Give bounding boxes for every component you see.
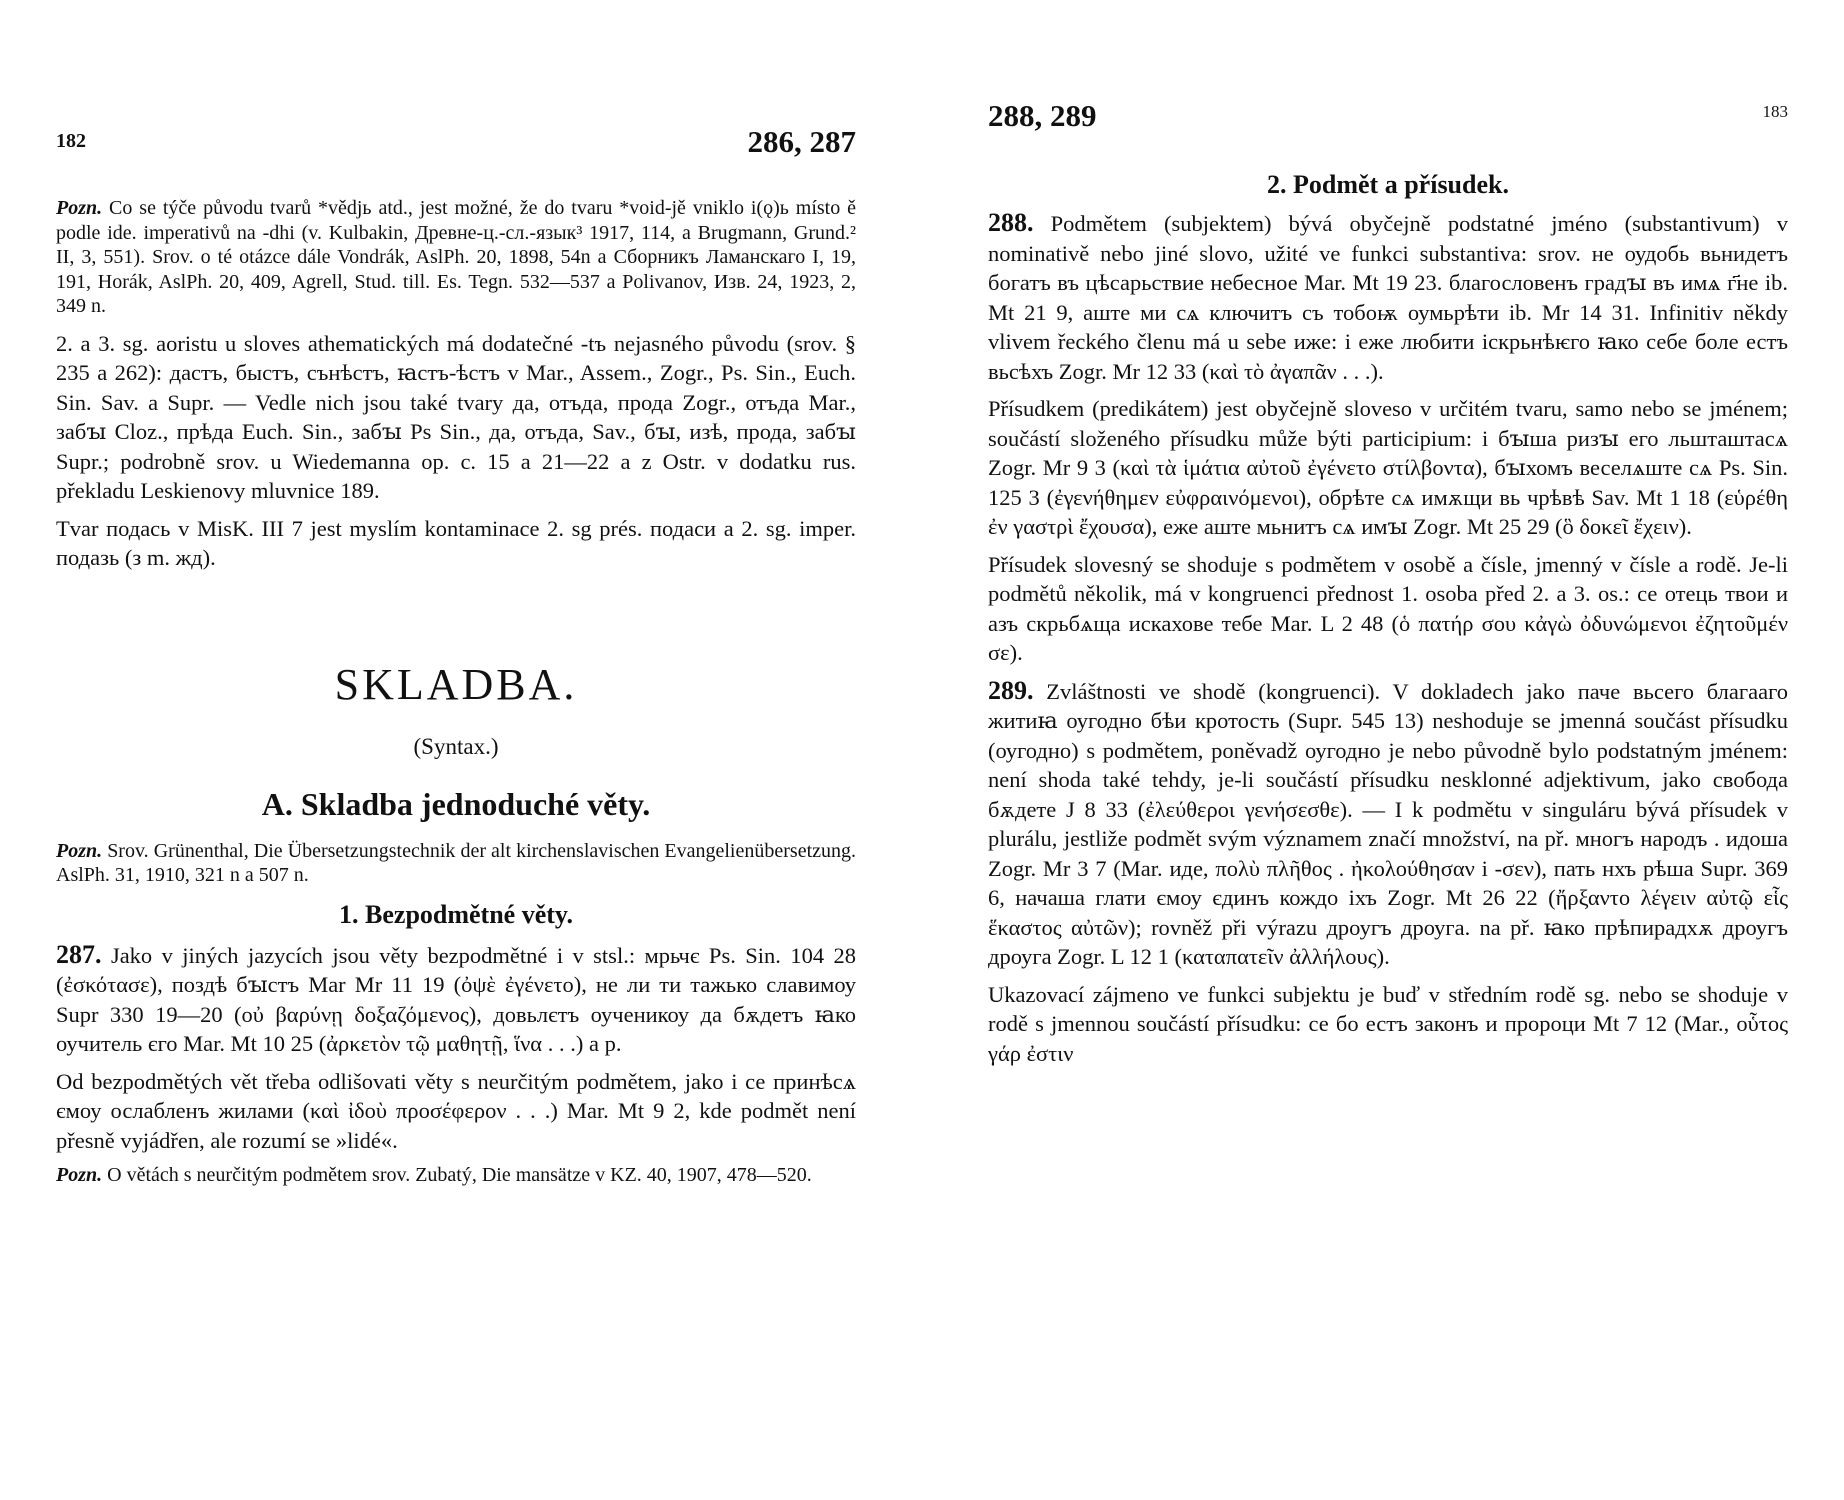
paragraph-aorist: 2. a 3. sg. aoristu u sloves athematických má dodatečné -tъ nejasného původu (srov. § 235 a 262): дастъ, быстъ, сънѣстъ, ꙗстъ-ѣстъ v Mar., Assem., Zogr., Ps. Sin., Euch. Sin. Sav. a Supr. — Vedle nich jsou také tvary да, отъда, прода Zogr., отъда Mar., забꙑ Cloz., прѣда Euch. Sin., забꙑ Ps Sin., да, отъда, Sav., бꙑ, изѣ, прода, забꙑ Supr.; podrobně srov. u Wiedemanna op. c. 15 a 21—22 a z Ostr. v dodatku rus. překladu Leskienovy mluvnice 189. — [56, 330, 856, 503]
left-page-number: 182 — [56, 130, 86, 152]
note-label: Pozn. — [56, 839, 103, 862]
note-imperative-origin — [56, 196, 856, 319]
paragraph-288 — [988, 208, 1788, 386]
note-label: Pozn. — [56, 1164, 103, 1186]
left-page-body — [56, 196, 856, 1198]
part-title: SKLADBA. — [334, 659, 578, 709]
note-label: Pozn. — [56, 197, 103, 219]
subsection-title-subjectless: 1. Bezpodmětné věty. — [339, 899, 573, 929]
paragraph-predicate: Přísudkem (predikátem) jest obyčejně sloveso v určitém tvaru, samo nebo se jménem; součástí složeného přísudku může býti participium: і бꙑша ризꙑ его льшташтасѧ Zogr. Mr 9 3 (καὶ τὰ ἱμάτια αὐτοῦ ἐγένετο στίλβοντα), бꙑхомъ веселѧште сѧ Ps. Sin. 125 3 (ἐγενήθημεν εὐφραινόμενοι), обрѣте сѧ имѫщи вь чрѣвѣ Sav. Mt 1 18 (εὑρέθη ἐν γαστρὶ ἔχουσα), еже аште мьнитъ сѧ имꙑ Zogr. Mt 25 29 (ὃ δοκεῖ ἔχειν). — [988, 396, 1788, 539]
paragraph-289 — [988, 676, 1788, 972]
right-page-body — [988, 170, 1788, 1076]
section-number: 289. — [988, 675, 1034, 705]
paragraph-text: Podmětem (subjektem) bývá obyčejně podstatné jméno (substantivum) v nominativě nebo jiné slovo, užité ve funkci substantiva: srov. не оудобь вьнидетъ богатъ въ цѣсарьствие небесное Mar. Mt 19 23. благословенъ градꙑ въ имѧ г҃не ib. Mt 21 9, аште ми сѧ ключитъ съ тобоѭ оумьрѣти ib. Mr 14 31. Infinitiv někdy vlivem řeckého členu má u sebe иже: і еже любити іскрьнѣѥго ꙗко себе боле естъ вьсѣхъ Zogr. Mr 12 33 (καὶ τὸ ἀγαπᾶν . . .). — [988, 211, 1788, 384]
paragraph-agreement: Přísudek slovesný se shoduje s podmětem v osobě a čísle, jmenný v čísle a rodě. Je-li podmětů několik, má v kongruenci přednost 1. osoba před 2. a 3. os.: се отець твои и азъ скрьбѧща искахове тебе Mar. L 2 48 (ὁ πατήρ σου κἀγὼ ὀδυνώμενοι ἐζητοῦμέν σε). — [988, 551, 1788, 665]
paragraph-287 — [56, 940, 856, 1059]
note-text: Srov. Grünenthal, Die Übersetzungstechnik der alt kirchenslavischen Evangelienübersetzung. AslPh. 31, 1910, 321 n a 507 n. — [56, 839, 856, 886]
right-running-head — [988, 98, 1788, 138]
paragraph-text: Jako v jiných jazycích jsou věty bezpodmětné i v stsl.: мрьчє Ps. Sin. 104 28 (ἐσκότασε), поздѣ бꙑстъ Mar Mr 11 19 (ὀψὲ ἐγένετο), не ли ти тажько славимоу Supr 330 19—20 (οὐ βαρύνῃ δοξαζόμενος), довьлєтъ оученикоу да бѫдетъ ꙗко оучитель єго Mar. Mt 10 25 (ἀρκετὸν τῷ μαθητῇ, ἵνα . . .) a p. — [56, 942, 857, 1056]
part-subtitle: (Syntax.) — [413, 733, 499, 759]
note-text: O větách s neurčitým podmětem srov. Zubatý, Die mansätze v KZ. 40, 1907, 478—520. — [107, 1164, 812, 1186]
section-number: 287. — [56, 939, 102, 969]
section-number: 288. — [988, 208, 1034, 237]
note-grunenthal — [56, 839, 856, 888]
subsection-title-subject-predicate: 2. Podmět a přísudek. — [1267, 170, 1509, 199]
left-page — [56, 0, 856, 1500]
paragraph-demonstrative: Ukazovací zájmeno ve funkci subjektu je buď v středním rodě sg. nebo se shoduje v rodě s jmennou součástí přísudku: се бо естъ законъ и пророци Mt 7 12 (Mar., οὗτος γάρ ἐστιν — [988, 981, 1788, 1066]
paragraph-podas: Tvar подась v MisK. III 7 jest myslím kontaminace 2. sg prés. подаси a 2. sg. imper. подазь (з m. жд). — [56, 515, 856, 570]
left-running-head — [56, 124, 856, 164]
paragraph-text: Zvláštnosti ve shodě (kongruenci). V dokladech jako паче вьсего благааго житиꙗ оугодно бѣи кротость (Supr. 545 13) neshoduje se jmenná součást přísudku (оугодно) s podmětem, poněvadž оугодно je nebo původně bylo podstatným jménem: není shoda také tehdy, je-li součástí přísudku nesklonné adjektivum, jako свобода бѫдете J 8 33 (ἐλεύθεροι γενήσεσθε). — I k podmětu v singuláru bývá přísudek v plurálu, jestliže podmět svým významem značí množství, na př. многъ народъ . идоша Zogr. Mr 3 7 (Mar. иде, πολὺ πλῆθος . ἠκολούθησαν i -σεν), пать нхъ рѣша Supr. 369 6, начаша глати ємоу єдинъ кождо іхъ Zogr. Mt 26 22 (ἤρξαντο λέγειν αὐτῷ εἷς ἕκαστος αὐτῶν); rovněž při výrazu дроугъ дроуга. na př. ꙗко прѣпирадхѫ дроугъ дроуга Zogr. L 12 1 (καταπατεῖν ἀλλήλους). — [988, 678, 1788, 969]
right-page — [988, 0, 1788, 1500]
section-title-simple-sentence: A. Skladba jednoduché věty. — [261, 785, 651, 822]
note-text: Co se týče původu tvarů *vědjь atd., jest možné, že do tvaru *void-jě vniklo i(ǫ)ь místo ě podle ide. imperativů na -dhi (v. Kulbakin, Древне-ц.-сл.-язык³ 1917, 114, a Brugmann, Grund.² II, 3, 551). Srov. o té otázce dále Vondrák, AslPh. 20, 1898, 54n a Сборникъ Ламанскаго I, 19, 191, Horák, AslPh. 20, 409, Agrell, Stud. till. Es. Tegn. 532—537 a Polivanov, Изв. 24, 1923, 2, 349 n. — [56, 197, 857, 317]
right-page-number: 183 — [1762, 102, 1788, 121]
note-zubaty — [56, 1163, 856, 1188]
right-section-numbers: 288, 289 — [988, 98, 1097, 133]
paragraph-indefinite-subject: Od bezpodmětých vět třeba odlišovati věty s neurčitým podmětem, jako і се принѣсѧ ємоу ослабленъ жилами (καὶ ἰδοὺ προσέφερον . . .) Mar. Mt 9 2, kde podmět není přesně vyjádřen, ale rozumí se »lidé«. — [56, 1068, 856, 1153]
left-section-numbers: 286, 287 — [747, 124, 856, 159]
